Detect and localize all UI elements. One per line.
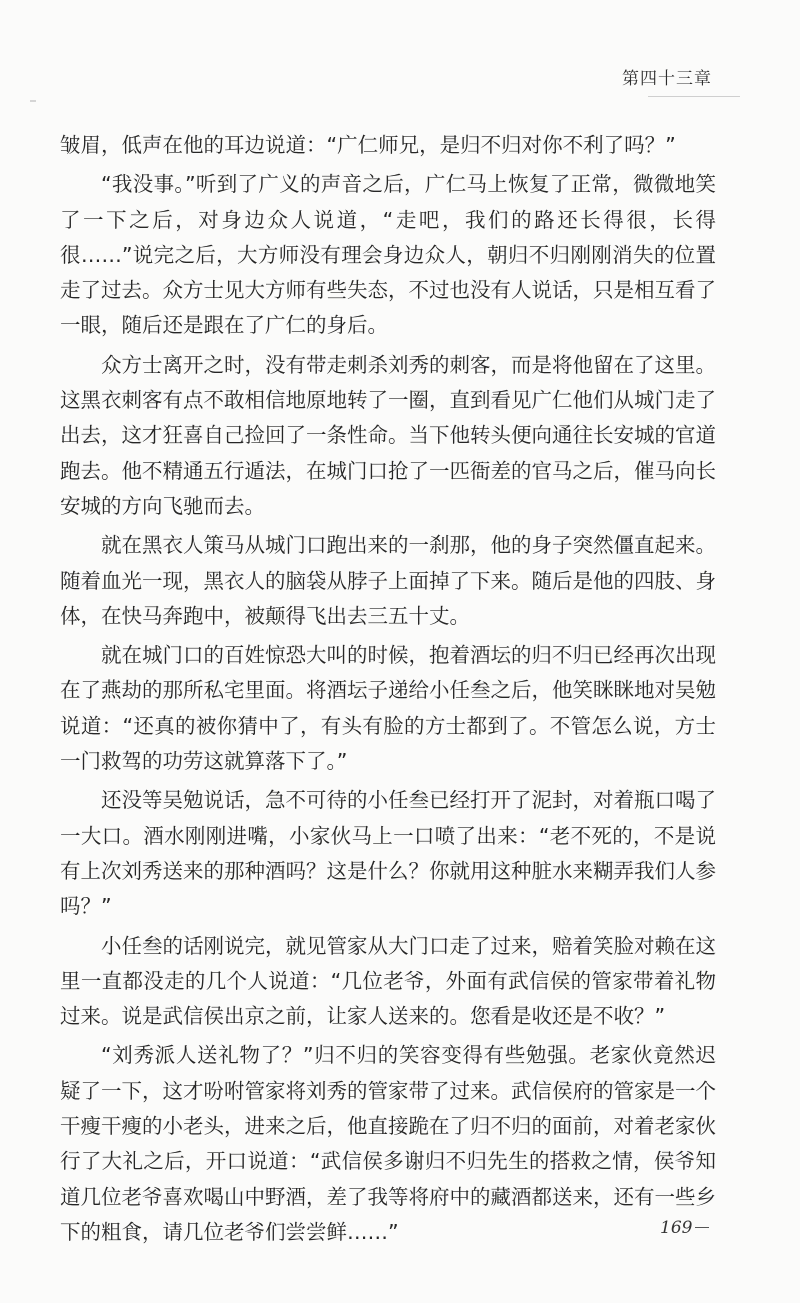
body-text <box>60 128 716 1254</box>
paragraph-7: 小任叁的话刚说完，就见管家从大门口走了过来，赔着笑脸对赖在这里一直都没走的几个人说道：“几位老爷，外面有武信侯的管家带着礼物过来。说是武信侯出京之前，让家人送来的。您看是收还是不收？” <box>60 933 716 1029</box>
page-number-dash <box>695 1227 709 1228</box>
paragraph-1: 皱眉，低声在他的耳边说道：“广仁师兄，是归不归对你不利了吗？” <box>60 133 676 157</box>
paragraph-2: “我没事。”听到了广义的声音之后，广仁马上恢复了正常，微微地笑了一下之后，对身边众人说道，“走吧，我们的路还长得很，长得很……”说完之后，大方师没有理会身边众人，朝归不归刚刚消失的位置走了过去。众方士见大方师有些失态，不过也没有人说话，只是相互看了一眼，随后还是跟在了广仁的身后。 <box>60 172 716 338</box>
header-rule <box>648 96 740 97</box>
chapter-header: 第四十三章 <box>622 69 712 89</box>
paragraph-8: “刘秀派人送礼物了？”归不归的笑容变得有些勉强。老家伙竟然迟疑了一下，这才吩咐管家将刘秀的管家带了过来。武信侯府的管家是一个干瘦干瘦的小老头，进来之后，他直接跪在了归不归的面前，对着老家伙行了大礼之后，开口说道：“武信侯多谢归不归先生的搭救之情，侯爷知道几位老爷喜欢喝山中野酒，差了我等将府中的藏酒都送来，还有一些乡下的粗食，请几位老爷们尝尝鲜……” <box>60 1043 716 1244</box>
paragraph-4: 就在黑衣人策马从城门口跑出来的一刹那，他的身子突然僵直起来。随着血光一现，黑衣人的脑袋从脖子上面掉了下来。随后是他的四肢、身体，在快马奔跑中，被颠得飞出去三五十丈。 <box>60 533 716 628</box>
scan-speck <box>30 100 36 102</box>
page-number: 169 <box>660 1218 693 1238</box>
paragraph-5: 就在城门口的百姓惊恐大叫的时候，抱着酒坛的归不归已经再次出现在了燕劫的那所私宅里面。将酒坛子递给小任叁之后，他笑眯眯地对吴勉说道：“还真的被你猜中了，有头有脸的方士都到了。不管怎么说，方士一门救驾的功劳这就算落下了。” <box>60 643 716 774</box>
paragraph-3: 众方士离开之时，没有带走刺杀刘秀的刺客，而是将他留在了这里。这黑衣刺客有点不敢相信地原地转了一圈，直到看见广仁他们从城门走了出去，这才狂喜自己捡回了一条性命。当下他转头便向通往长安城的官道跑去。他不精通五行遁法，在城门口抢了一匹衙差的官马之后，催马向长安城的方向飞驰而去。 <box>60 352 716 518</box>
paragraph-6: 还没等吴勉说话，急不可待的小任叁已经打开了泥封，对着瓶口喝了一大口。酒水刚刚进嘴，小家伙马上一口喷了出来：“老不死的，不是说有上次刘秀送来的那种酒吗？这是什么？你就用这种脏水来糊弄我们人参吗？” <box>60 788 716 919</box>
